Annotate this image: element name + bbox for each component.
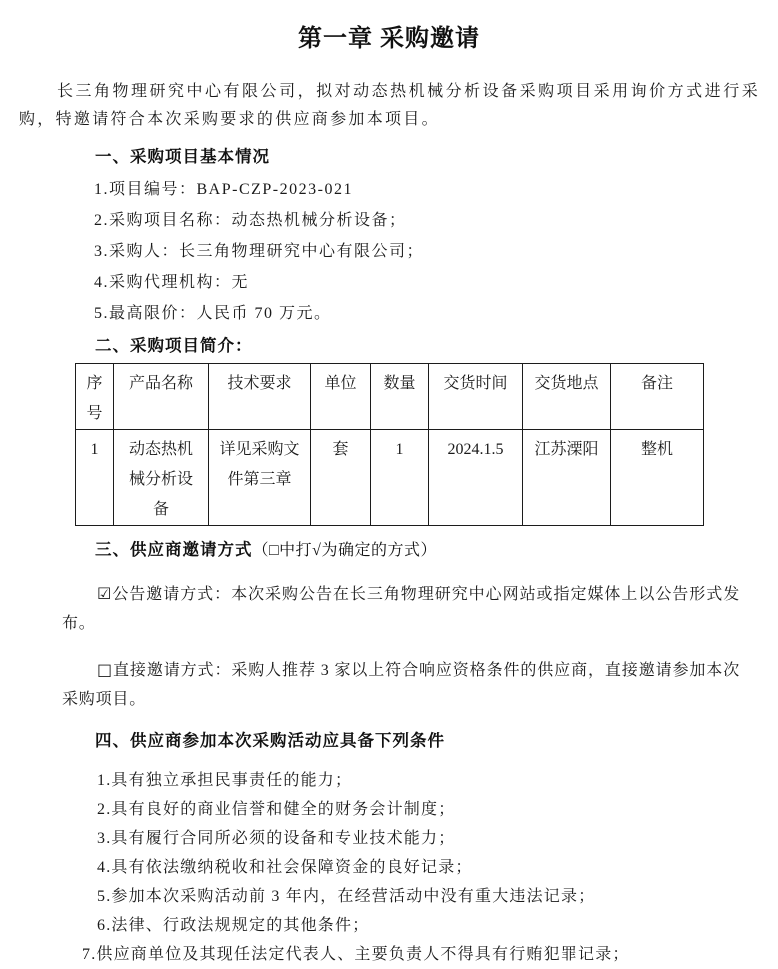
page-title: 第一章 采购邀请 [298,26,480,52]
table-cell-delivery-place: 江苏溧阳 [523,430,611,526]
section-invitation-heading [95,539,740,562]
condition-item: 2.具有良好的商业信誉和健全的财务会计制度； [97,801,456,818]
table-header-cell: 备注 [611,364,704,430]
intro-paragraph: 长三角物理研究中心有限公司，拟对动态热机械分析设备采购项目采用询价方式进行采购，特邀请符合本次采购要求的供应商参加本项目。 [19,83,760,128]
basic-info-item: 5.最高限价：人民币 70 万元。 [94,305,332,322]
table-cell-delivery-time: 2024.1.5 [429,430,523,526]
condition-item: 5.参加本次采购活动前 3 年内，在经营活动中没有重大违法记录； [97,888,596,905]
table-header-cell: 技术要求 [209,364,311,430]
invitation-heading-note: （□中打√为确定的方式） [252,542,437,559]
condition-item: 6.法律、行政法规规定的其他条件； [97,917,370,934]
basic-info-item: 2.采购项目名称：动态热机械分析设备； [94,212,407,229]
invitation-heading-text: 三、供应商邀请方式 [95,540,253,559]
table-header-cell: 交货地点 [523,364,611,430]
condition-item: 7.供应商单位及其现任法定代表人、主要负责人不得具有行贿犯罪记录； [82,946,630,963]
table-header-cell: 单位 [311,364,371,430]
table-cell-remark: 整机 [611,430,704,526]
basic-info-item: 1.项目编号：BAP-CZP-2023-021 [94,181,353,198]
table-cell-unit: 套 [311,430,371,526]
basic-info-item: 3.采购人：长三角物理研究中心有限公司； [94,243,425,260]
table-cell-seq: 1 [76,430,114,526]
checked-checkbox-icon: ☑ [97,584,113,603]
basic-info-list [0,174,778,329]
direct-invitation-text: 直接邀请方式：采购人推荐 3 家以上符合响应资格条件的供应商，直接邀请参加本次采购项目。 [62,662,741,708]
direct-invitation-option [62,655,740,714]
table-header-cell: 交货时间 [429,364,523,430]
products-table [75,363,704,526]
conditions-list [0,766,778,969]
table-cell-qty: 1 [371,430,429,526]
table-cell-tech: 详见采购文件第三章 [209,430,311,526]
table-header-row [76,364,704,430]
table-row [76,430,704,526]
condition-item: 4.具有依法缴纳税收和社会保障资金的良好记录； [97,859,473,876]
basic-info-item: 4.采购代理机构：无 [94,274,250,291]
table-header-cell: 产品名称 [114,364,209,430]
table-header-cell: 数量 [371,364,429,430]
public-invitation-option [62,579,740,638]
public-invitation-text: 公告邀请方式：本次采购公告在长三角物理研究中心网站或指定媒体上以公告形式发布。 [62,586,740,632]
table-cell-product: 动态热机械分析设备 [114,430,209,526]
section-overview-heading: 二、采购项目简介： [95,336,253,355]
condition-item: 1.具有独立承担民事责任的能力； [97,772,353,789]
section-basic-info-heading: 一、采购项目基本情况 [95,147,270,166]
table-header-cell: 序号 [76,364,114,430]
section-conditions-heading: 四、供应商参加本次采购活动应具备下列条件 [95,731,445,750]
unchecked-checkbox-icon: □ [97,660,114,679]
condition-item: 3.具有履行合同所必须的设备和专业技术能力； [97,830,456,847]
